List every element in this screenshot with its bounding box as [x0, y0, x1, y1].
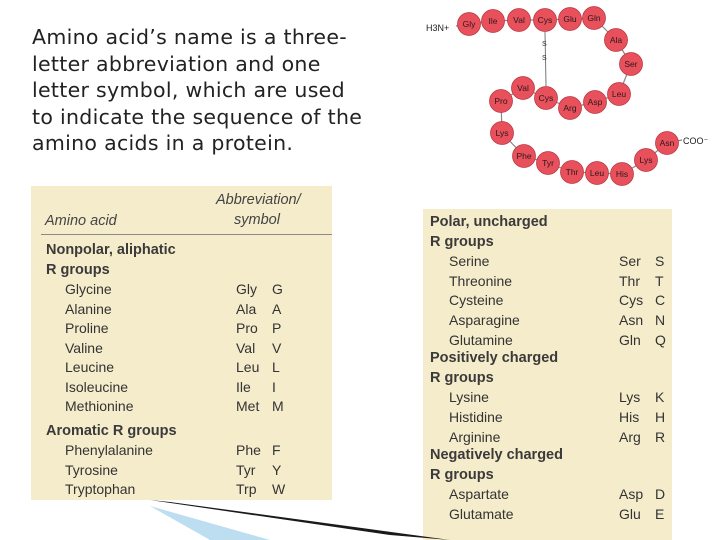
amino-acid-symbol: K: [655, 389, 665, 406]
residue-bead: [458, 13, 481, 36]
intro-line: Amino acid’s name is a three-: [32, 25, 347, 49]
amino-acid-symbol: T: [655, 272, 664, 289]
table-row: [31, 359, 332, 378]
amino-acid-abbreviation: Asn: [619, 312, 644, 328]
intro-line: amino acids in a protein.: [32, 131, 294, 155]
group-title: R groups: [46, 261, 110, 278]
amino-acid-abbreviation: Trp: [236, 481, 257, 497]
amino-acid-symbol: P: [272, 320, 282, 336]
amino-acid-name: Glycine: [65, 281, 112, 297]
amino-acid-abbreviation: His: [619, 409, 640, 425]
table-row: [31, 462, 332, 481]
amino-acid-abbreviation: Ile: [236, 378, 251, 395]
residue-label: Glu: [563, 14, 577, 24]
amino-acid-symbol: I: [272, 378, 276, 395]
amino-acid-name: Leucine: [65, 359, 115, 375]
header-amino-acid: Amino acid: [45, 213, 117, 229]
amino-acid-symbol: N: [655, 312, 666, 328]
residue-bead: [605, 29, 628, 52]
amino-acid-name: Asparagine: [449, 312, 520, 328]
residue-label: Phe: [516, 151, 532, 161]
intro-line: letter abbreviation and one: [32, 51, 321, 76]
residue-label: Cys: [537, 15, 553, 25]
amino-acid-name: Valine: [65, 339, 103, 356]
amino-acid-name: Glutamine: [449, 331, 513, 348]
table-row: [423, 312, 672, 331]
residue-bead: [535, 87, 558, 110]
amino-acid-name: Tryptophan: [65, 481, 136, 497]
amino-acid-name: Glutamate: [449, 506, 514, 522]
residue-label: Ile: [488, 16, 498, 26]
amino-acid-name: Cysteine: [449, 292, 504, 309]
residue-label: Asp: [587, 97, 603, 107]
amino-acid-symbol: L: [272, 359, 280, 375]
intro-line: to indicate the sequence of the: [32, 104, 363, 129]
amino-acid-symbol: W: [272, 481, 286, 497]
table-row: [31, 340, 332, 359]
amino-acid-abbreviation: Gln: [619, 331, 641, 348]
residue-bead: [490, 90, 513, 113]
amino-acid-symbol: M: [272, 398, 284, 414]
amino-acid-symbol: Y: [272, 461, 282, 478]
table-row: [31, 481, 332, 500]
table-row: [423, 486, 672, 505]
amino-acid-table-left: [31, 186, 332, 500]
residue-bead: [586, 162, 609, 185]
residue-label: Tyr: [542, 158, 554, 168]
amino-acid-name: Proline: [65, 320, 109, 336]
amino-acid-symbol: V: [272, 339, 282, 356]
table-row: [31, 379, 332, 398]
table-row: [31, 442, 332, 461]
amino-acid-abbreviation: Cys: [619, 292, 644, 309]
amino-acid-abbreviation: Arg: [619, 428, 641, 445]
amino-acid-symbol: D: [655, 486, 666, 503]
sulfur-label: S: [542, 41, 547, 48]
amino-acid-symbol: H: [655, 409, 666, 425]
intro-paragraph: [32, 24, 402, 157]
residue-label: Cys: [538, 93, 554, 103]
residue-label: Val: [517, 83, 529, 93]
amino-acid-name: Serine: [449, 253, 490, 270]
residue-bead: [620, 53, 643, 76]
residue-bead: [561, 161, 584, 184]
table-row: [423, 409, 672, 428]
sulfur-label: S: [542, 55, 547, 62]
amino-acid-name: Methionine: [65, 398, 134, 414]
amino-acid-name: Aspartate: [449, 486, 509, 503]
residue-label: Leu: [611, 89, 627, 99]
residue-bead: [611, 163, 634, 186]
residue-bead: [513, 145, 536, 168]
header-divider: [41, 234, 332, 235]
residue-label: Gln: [587, 13, 601, 23]
table-row: [423, 292, 672, 311]
table-row: [423, 273, 672, 292]
amino-acid-name: Arginine: [449, 428, 501, 445]
residue-label: Lys: [639, 155, 653, 165]
c-terminus-label: COO⁻: [683, 136, 709, 146]
group-title: R groups: [430, 233, 494, 250]
header-symbol: symbol: [234, 212, 280, 228]
amino-acid-symbol: F: [272, 442, 281, 458]
group-title: R groups: [430, 369, 494, 386]
amino-acid-symbol: G: [272, 281, 283, 297]
group-title: Negatively charged: [430, 447, 563, 464]
residue-label: Pro: [494, 96, 508, 106]
residue-label: Ser: [624, 59, 638, 69]
residue-bead: [559, 8, 582, 31]
residue-bead: [537, 152, 560, 175]
residue-bead: [508, 9, 531, 32]
amino-acid-symbol: Q: [655, 331, 666, 348]
residue-bead: [583, 7, 606, 30]
group-title: Polar, uncharged: [430, 214, 548, 230]
amino-acid-abbreviation: Ser: [619, 253, 641, 270]
amino-acid-abbreviation: Thr: [619, 272, 640, 289]
amino-acid-abbreviation: Val: [236, 339, 256, 356]
table-row: [423, 332, 672, 351]
group-title: R groups: [430, 466, 494, 483]
residue-label: Gly: [462, 19, 476, 29]
table-row: [31, 281, 332, 300]
amino-acid-symbol: R: [655, 428, 666, 445]
residue-bead: [482, 10, 505, 33]
disulfide-bridge: [542, 32, 547, 86]
residue-label: Thr: [565, 167, 579, 177]
residue-bead: [491, 122, 514, 145]
amino-acid-symbol: C: [655, 292, 666, 309]
amino-acid-abbreviation: Lys: [619, 389, 641, 406]
amino-acid-abbreviation: Gly: [236, 281, 257, 297]
amino-acid-abbreviation: Tyr: [236, 461, 256, 478]
amino-acid-name: Lysine: [449, 389, 489, 406]
amino-acid-symbol: S: [655, 253, 665, 270]
amino-acid-abbreviation: Glu: [619, 506, 641, 522]
table-row: [31, 398, 332, 417]
amino-acid-abbreviation: Asp: [619, 486, 644, 503]
amino-acid-symbol: A: [272, 300, 282, 317]
residue-bead: [608, 83, 631, 106]
group-title: Nonpolar, aliphatic: [46, 242, 176, 258]
residue-bead: [635, 149, 658, 172]
header-abbreviation: Abbreviation/: [216, 192, 301, 208]
amino-acid-abbreviation: Pro: [236, 320, 258, 336]
residue-label: Arg: [563, 103, 577, 113]
residue-bead: [584, 91, 607, 114]
residue-label: Asn: [659, 138, 675, 148]
table-row: [31, 301, 332, 320]
table-row: [423, 429, 672, 448]
amino-acid-name: Tyrosine: [65, 461, 118, 478]
amino-acid-table-right: [423, 209, 672, 540]
peptide-chain-diagram: [420, 0, 720, 200]
group-title: Positively charged: [430, 350, 559, 367]
residue-bead: [559, 97, 582, 120]
residue-bead: [512, 77, 535, 100]
amino-acid-symbol: E: [655, 506, 665, 522]
table-row: [423, 253, 672, 272]
amino-acid-name: Phenylalanine: [65, 442, 153, 458]
amino-acid-name: Isoleucine: [65, 378, 129, 395]
residue-bead: [656, 132, 679, 155]
residue-label: Lys: [495, 128, 509, 138]
table-row: [423, 506, 672, 525]
residue-bead: [534, 9, 557, 32]
residue-label: Ala: [609, 35, 623, 45]
amino-acid-name: Histidine: [449, 409, 503, 425]
table-row: [31, 320, 332, 339]
amino-acid-name: Alanine: [65, 300, 112, 317]
residue-label: Leu: [589, 168, 605, 178]
amino-acid-abbreviation: Leu: [236, 359, 260, 375]
group-title: Aromatic R groups: [46, 422, 177, 439]
decorative-shadow: [150, 500, 450, 540]
residue-label: Val: [513, 15, 525, 25]
intro-line: letter symbol, which are used: [32, 78, 345, 102]
amino-acid-name: Threonine: [449, 272, 513, 289]
n-terminus-label: H3N+: [426, 23, 450, 33]
table-row: [423, 389, 672, 408]
amino-acid-abbreviation: Met: [236, 398, 260, 414]
amino-acid-abbreviation: Phe: [236, 442, 261, 458]
amino-acid-abbreviation: Ala: [236, 300, 257, 317]
residue-label: His: [615, 169, 629, 179]
